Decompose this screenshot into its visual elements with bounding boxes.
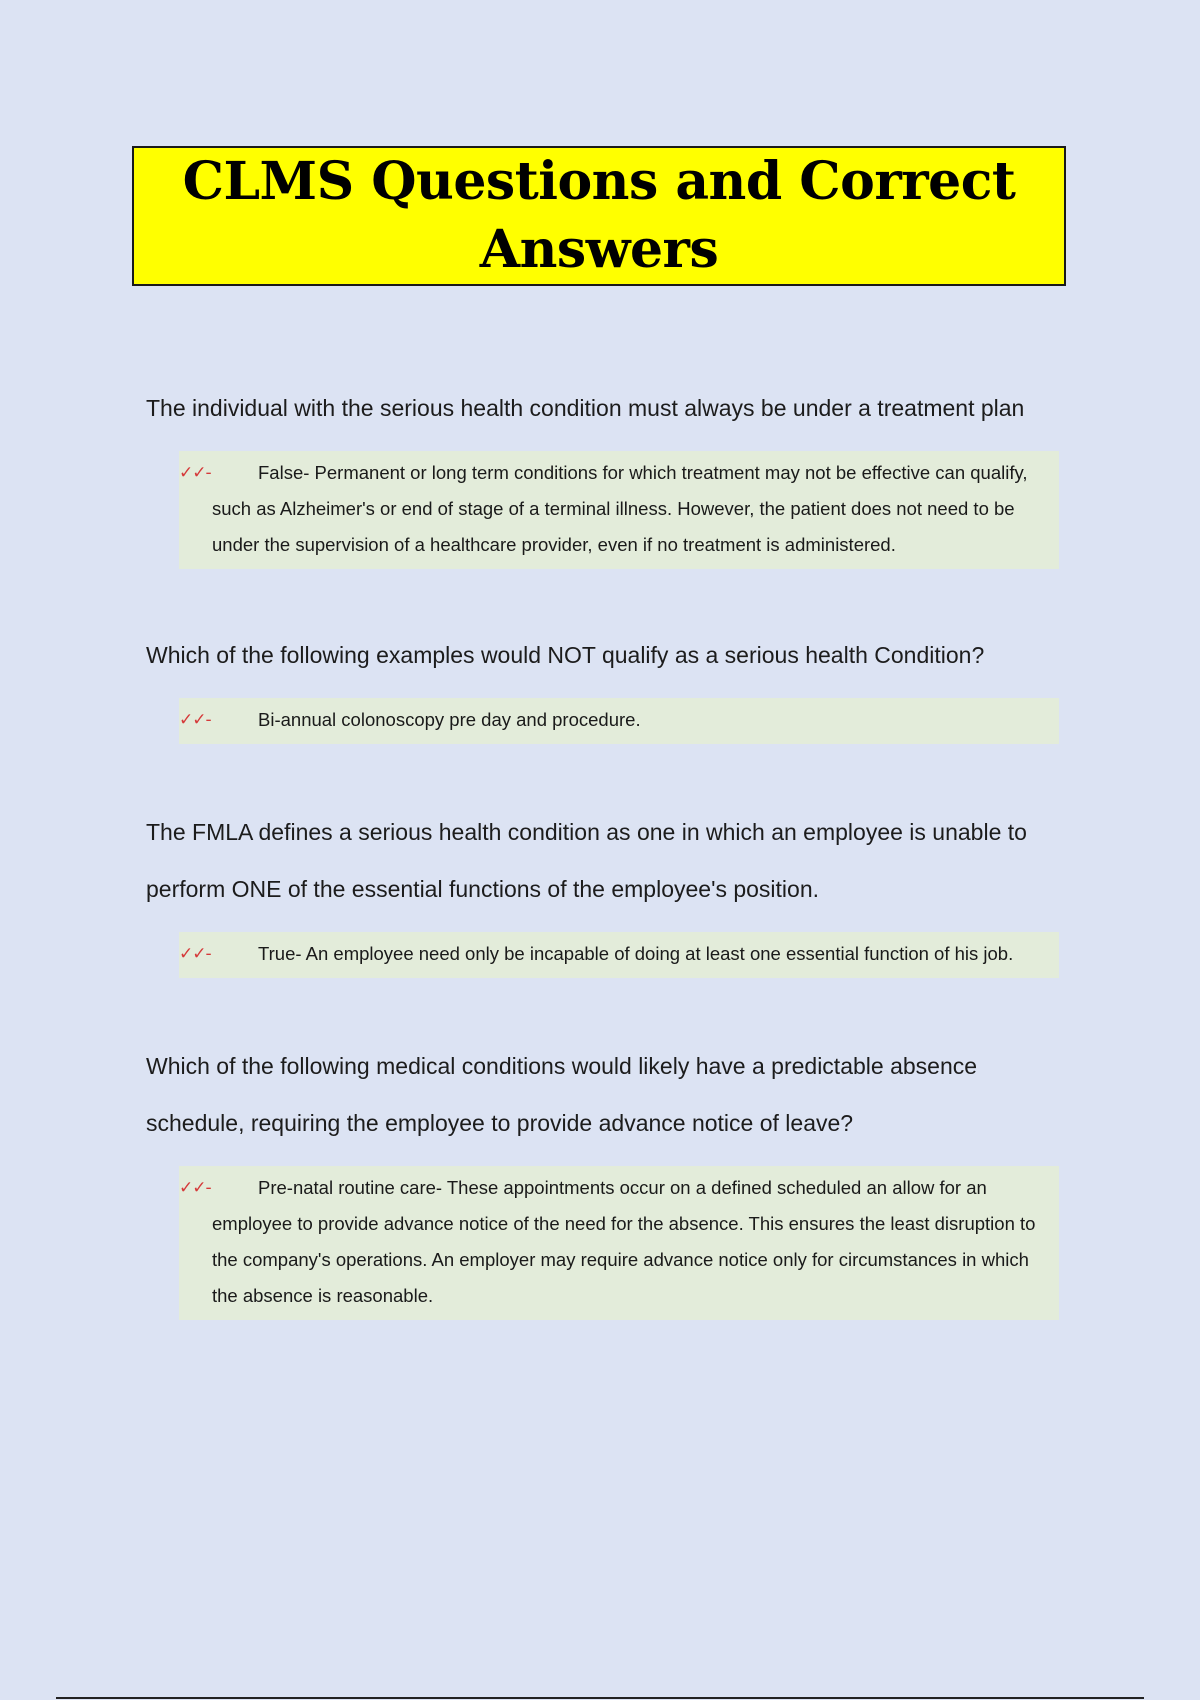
qa-item (146, 1038, 1066, 1320)
check-icon: ✓✓- (179, 1178, 211, 1198)
question-text: Which of the following examples would NOT qualify as a serious health Condition? (146, 642, 985, 668)
page-title: CLMS Questions and Correct Answers (182, 151, 1016, 280)
check-icon: ✓✓- (179, 463, 211, 483)
qa-item (146, 627, 1066, 744)
answer-text: True- An employee need only be incapable of doing at least one essential function of his job. (258, 943, 1014, 964)
answer-box (179, 1166, 1059, 1320)
answer-box (179, 698, 1059, 744)
question-text: The FMLA defines a serious health condition as one in which an employee is unable to perform ONE of the essential functions of the employee's position. (146, 819, 1027, 902)
qa-item (146, 804, 1066, 978)
qa-item (146, 380, 1066, 569)
title-banner (132, 146, 1066, 286)
answer-box (179, 932, 1059, 978)
question-text: Which of the following medical conditions would likely have a predictable absence schedule, requiring the employee to provide advance notice of leave? (146, 1053, 978, 1136)
check-icon: ✓✓- (179, 944, 211, 964)
answer-box (179, 451, 1059, 569)
answer-text: False- Permanent or long term conditions for which treatment may not be effective can qualify, such as Alzheimer's or end of stage of a terminal illness. However, the patient does not need to be under the supervision of a healthcare provider, even if no treatment is administered. (212, 462, 1028, 555)
answer-text: Pre-natal routine care- These appointments occur on a defined scheduled an allow for an employee to provide advance notice of the need for the absence. This ensures the least disruption to the company's operations. An employer may require advance notice only for circumstances in which the absence is reasonable. (212, 1177, 1036, 1306)
question-text: The individual with the serious health condition must always be under a treatment plan (146, 395, 1025, 421)
answer-text: Bi-annual colonoscopy pre day and procedure. (258, 709, 641, 730)
qa-list (146, 380, 1066, 1320)
check-icon: ✓✓- (179, 710, 211, 730)
footer-divider (56, 1697, 1144, 1699)
